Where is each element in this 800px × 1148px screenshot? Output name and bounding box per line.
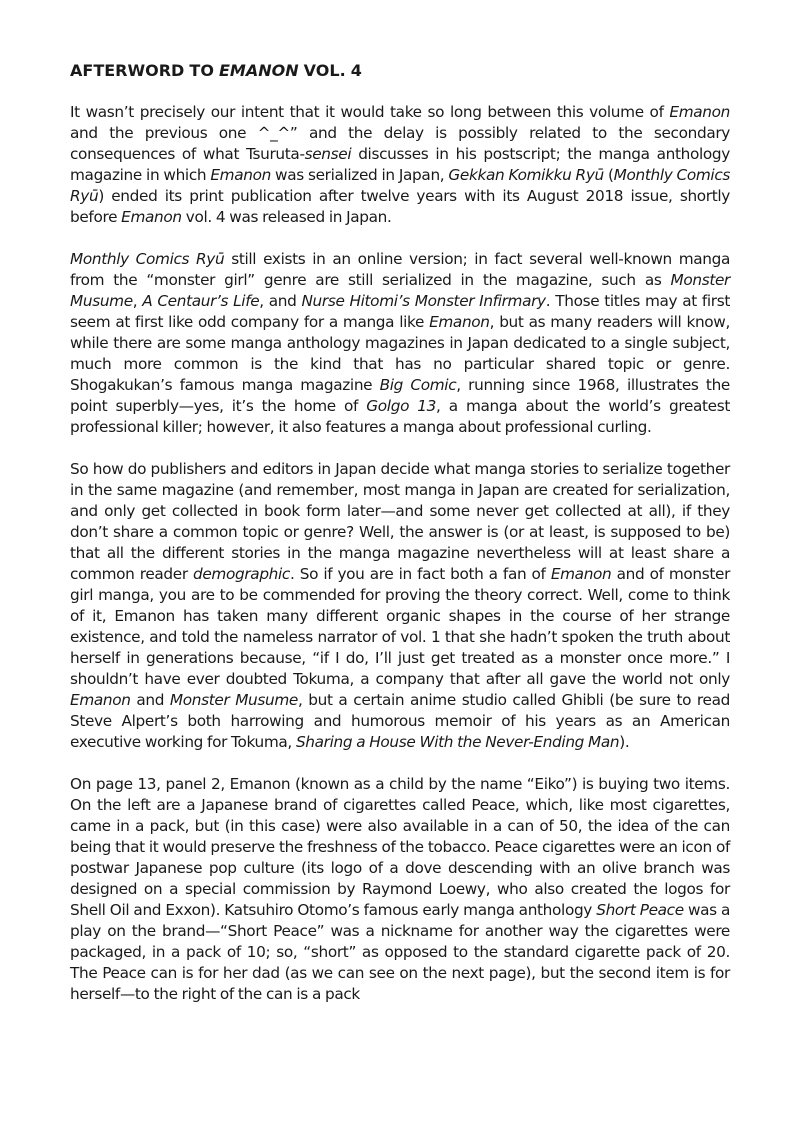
title-suffix: VOL. 4: [298, 61, 362, 80]
text-run: . Those titles may at first seem at first like odd company for a manga like: [70, 292, 730, 331]
text-run: and of monster girl manga, you are to be commended for proving the theory correct. Well, come to think of it, Emanon has taken many different organic shapes in the course of her strange existence, and told the nameless narrator of vol. 1 that she hadn’t spoken the truth about herself in generations because, “if I do, I’ll just get treated as a monster once more.” I shouldn’t have ever doubted Tokuma, a company that after all gave the world not only: [70, 565, 731, 688]
italic-text: sensei: [304, 145, 352, 163]
text-run: discusses in his postscript; the manga anthology magazine in which: [70, 145, 730, 184]
italic-text: Monthly Comics Ryū: [70, 166, 731, 205]
text-run: On page 13, panel 2, Emanon (known as a child by the name “Eiko”) is buying two items. On the left are a Japanese brand of cigarettes called Peace, which, like most cigarettes, came in a pack, but (in this case) were also available in a can of 50, the idea of the can being that it would preserve the freshness of the tobacco. Peace cigarettes were an icon of postwar Japanese pop culture (its logo of a dove descending with an olive branch was designed on a special commission by Raymond Loewy, who also created the logos for Shell Oil and Exxon). Katsuhiro Otomo’s famous early manga anthology: [70, 775, 730, 919]
italic-text: Gekkan Komikku Ryū: [448, 166, 604, 184]
paragraph: [70, 249, 730, 438]
title-prefix: AFTERWORD TO: [70, 61, 219, 80]
text-run: ).: [619, 733, 630, 751]
text-run: vol. 4 was released in Japan.: [181, 208, 392, 226]
italic-text: Monster Musume: [70, 271, 730, 310]
text-run: , but as many readers will know, while there are some manga anthology magazines in Japan dedicated to a single subject, much more common is the kind that has no particular shared topic or genre. Shogakukan’s famous manga magazine: [70, 313, 730, 394]
italic-text: Big Comic: [379, 376, 457, 394]
text-run: , running since 1968, illustrates the point superbly—yes, it’s the home of: [70, 376, 730, 415]
italic-text: Short Peace: [596, 901, 684, 919]
italic-text: Emanon: [669, 103, 730, 121]
italic-text: Monster Musume: [169, 691, 298, 709]
italic-text: Nurse Hitomi’s Monster Infirmary: [301, 292, 546, 310]
text-run: , and: [259, 292, 302, 310]
title-italic: EMANON: [218, 61, 299, 80]
body-text: [70, 102, 730, 1005]
italic-text: Monthly Comics Ryū: [70, 250, 225, 268]
italic-text: Emanon: [429, 313, 490, 331]
italic-text: Emanon: [121, 208, 182, 226]
italic-text: Sharing a House With the Never-Ending Man: [295, 733, 620, 751]
text-run: . So if you are in fact both a fan of: [290, 565, 551, 583]
text-run: still exists in an online version; in fact several well-known manga from the “monster girl” genre are still serialized in the magazine, such as: [70, 250, 731, 289]
page-title: [70, 60, 730, 81]
afterword-page: [70, 60, 730, 1005]
text-run: was a play on the brand—“Short Peace” was a nickname for another way the cigarettes were packaged, in a pack of 10; so, “short” as opposed to the standard cigarette pack of 20. The Peace can is for her dad (as we can see on the next page), but the second item is for herself—to the right of the can is a pack: [70, 901, 730, 1003]
italic-text: demographic: [193, 565, 290, 583]
text-run: So how do publishers and editors in Japan decide what manga stories to serialize together in the same magazine (and remember, most manga in Japan are created for serialization, and only get collected in book form later—and some never get collected at all), if they don’t share a common topic or genre? Well, the answer is (or at least, is supposed to be) that all the different stories in the manga magazine nevertheless will at least share a common reader: [70, 460, 730, 583]
text-run: , a manga about the world’s greatest professional killer; however, it also features a manga about professional curling.: [70, 397, 731, 436]
italic-text: A Centaur’s Life: [142, 292, 260, 310]
text-run: and: [130, 691, 170, 709]
text-run: It wasn’t precisely our intent that it would take so long between this volume of: [70, 103, 670, 121]
paragraph: [70, 102, 730, 228]
text-run: , but a certain anime studio called Ghibli (be sure to read Steve Alpert’s both harrowing and humorous memoir of his years as an American executive working for Tokuma,: [70, 691, 730, 751]
text-run: and the previous one ^_^” and the delay is possibly related to the secondary consequences of what Tsuruta-: [70, 124, 730, 163]
italic-text: Emanon: [70, 691, 131, 709]
text-run: ,: [132, 292, 143, 310]
italic-text: Emanon: [210, 166, 271, 184]
paragraph: [70, 459, 730, 753]
text-run: ) ended its print publication after twelve years with its August 2018 issue, shortly before: [70, 187, 730, 226]
text-run: (: [603, 166, 614, 184]
italic-text: Emanon: [550, 565, 612, 583]
italic-text: Golgo 13: [366, 397, 437, 415]
text-run: was serialized in Japan,: [270, 166, 449, 184]
paragraph: [70, 774, 730, 1005]
